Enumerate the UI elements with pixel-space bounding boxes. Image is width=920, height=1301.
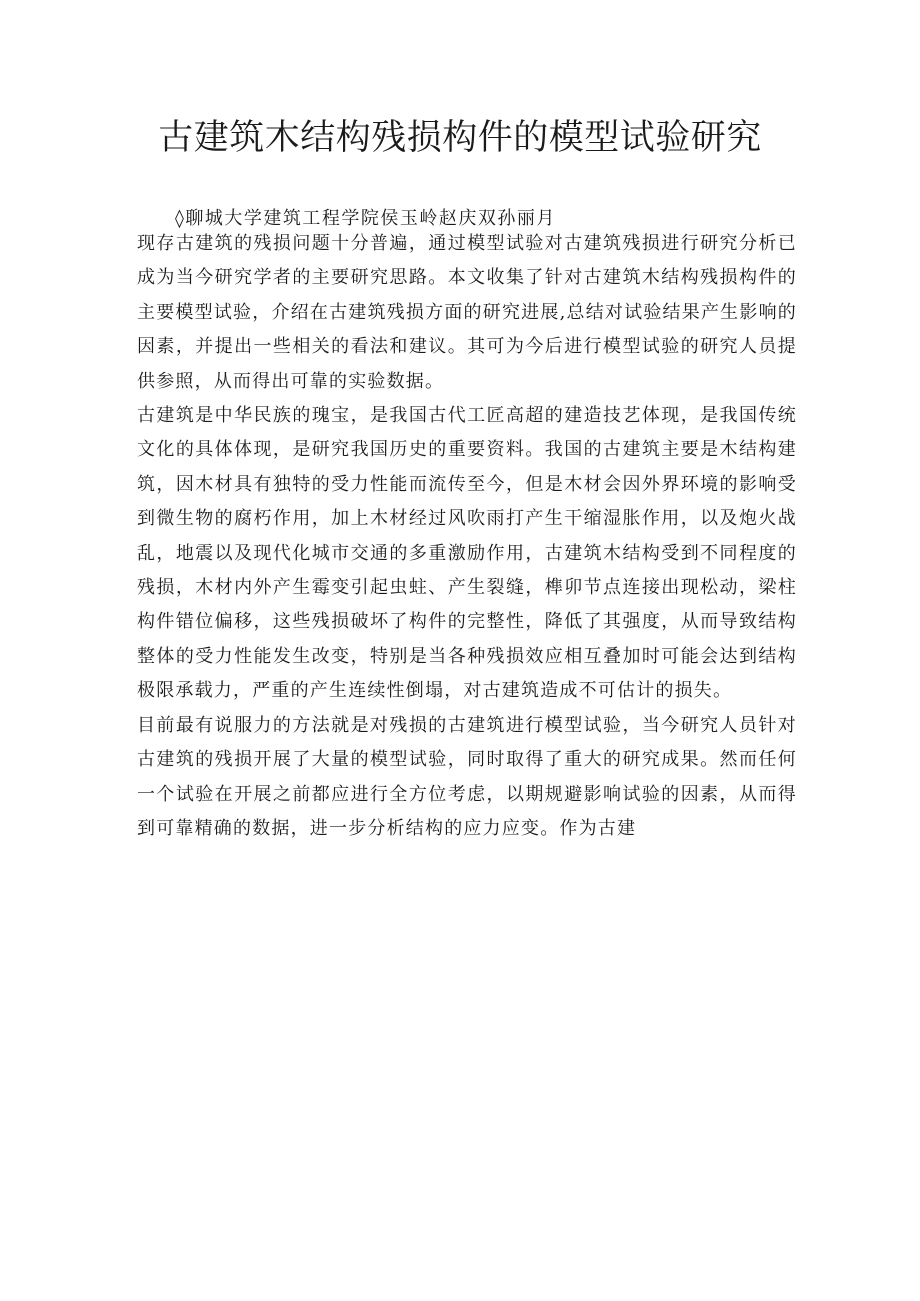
author-byline: ◊聊城大学建筑工程学院侯玉岭赵庆双孙丽月 <box>175 208 556 229</box>
document-body <box>137 227 797 846</box>
abstract-paragraph: 现存古建筑的残损问题十分普遍，通过模型试验对古建筑残损进行研究分析已成为当今研究学者的主要研究思路。本文收集了针对古建筑木结构残损构件的主要模型试验，介绍在古建筑残损方面的研究进展,总结对试验结果产生影响的因素，并提出一些相关的看法和建议。其可为今后进行模型试验的研究人员提供参照，从而得出可靠的实验数据。 <box>137 233 797 392</box>
body-paragraph: 目前最有说服力的方法就是对残损的古建筑进行模型试验，当今研究人员针对古建筑的残损开展了大量的模型试验，同时取得了重大的研究成果。然而任何一个试验在开展之前都应进行全方位考虑，以期规避影响试验的因素，从而得到可靠精确的数据，进一步分析结构的应力应变。作为古建 <box>137 714 797 839</box>
document-title: 古建筑木结构残损构件的模型试验研究 <box>158 118 762 158</box>
body-paragraph: 古建筑是中华民族的瑰宝，是我国古代工匠高超的建造技艺体现，是我国传统文化的具体体现，是研究我国历史的重要资料。我国的古建筑主要是木结构建筑，因木材具有独特的受力性能而流传至今，但是木材会因外界环境的影响受到微生物的腐朽作用，加上木材经过风吹雨打产生干缩湿胀作用，以及炮火战乱，地震以及现代化城市交通的多重激励作用，古建筑木结构受到不同程度的残损，木材内外产生霉变引起虫蛀、产生裂缝，榫卯节点连接出现松动，梁柱构件错位偏移，这些残损破坏了构件的完整性，降低了其强度，从而导致结构整体的受力性能发生改变，特别是当各种残损效应相互叠加时可能会达到结构极限承载力，严重的产生连续性倒塌，对古建筑造成不可估计的损失。 <box>137 405 797 702</box>
